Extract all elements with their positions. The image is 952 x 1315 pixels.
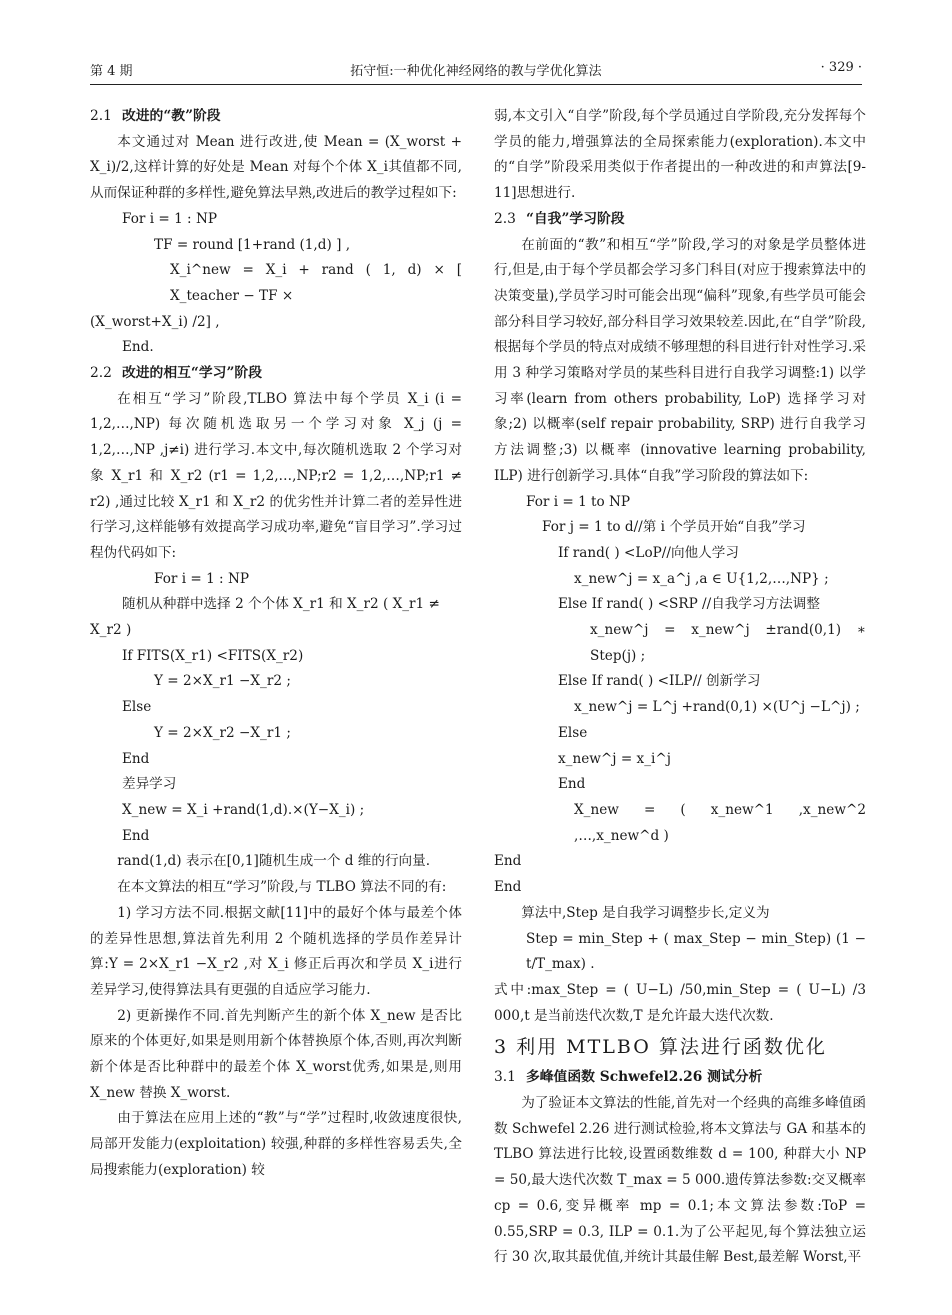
pseudocode-line: End (494, 853, 522, 870)
pseudocode-line: End (122, 827, 150, 844)
pseudocode-line: End. (122, 339, 154, 356)
section-heading (494, 1065, 866, 1091)
section-title: 多峰值函数 Schwefel2.26 测试分析 (525, 1069, 763, 1086)
pseudocode-line: End (122, 750, 150, 767)
body-paragraph: 本文通过对 Mean 进行改进,使 Mean = (X_worst + X_i)/2,这样计算的好处是 Mean 对每个个体 X_i其值都不同,从而保证种群的多样性,避免算法早熟,改进后的教学过程如下: (90, 133, 462, 202)
chapter-heading: 3 利用 MTLBO 算法进行函数优化 (494, 1036, 827, 1059)
pseudocode-line: X_r2 ) (90, 622, 132, 639)
body-paragraph: 1) 学习方法不同.根据文献[11]中的最好个体与最差个体的差异性思想,算法首先利用 2 个随机选择的学员作差异计算:Y = 2×X_r1 −X_r2 ,对 X_i 修正后再次和学员 X_i进行差异学习,使得算法具有更强的自适应学习能力. (90, 904, 462, 998)
pseudocode-line: X_new = X_i +rand(1,d).×(Y−X_i) ; (122, 801, 365, 818)
pseudocode-line: For i = 1 to NP (526, 493, 631, 510)
pseudocode-line: 随机从种群中选择 2 个个体 X_r1 和 X_r2 ( X_r1 ≠ (122, 596, 440, 613)
pseudocode-line: 弱,本文引入“自学”阶段,每个学员通过自学阶段,充分发挥每个学员的能力,增强算法的全局探索能力(exploration).本文中的“自学”阶段采用类似于作者提出的一种改进的和声算法[9-11]思想进行. (494, 108, 866, 202)
section-title: 改进的相互“学习”阶段 (121, 365, 262, 382)
running-title: 拓守恒:一种优化神经网络的教与学优化算法 (350, 64, 602, 79)
left-column (90, 104, 467, 1184)
body-paragraph: 2) 更新操作不同.首先判断产生的新个体 X_new 是否比原来的个体更好,如果是则用新个体替换原个体,否则,再次判断新个体是否比种群中的最差个体 X_worst优秀,如果是,则用 X_new 替换 X_worst. (90, 1007, 462, 1101)
pseudocode-line: X_new = ( x_new^1 ,x_new^2 ,…,x_new^d ) (574, 801, 871, 844)
pseudocode-line: 式中:max_Step = ( U−L) /50,min_Step = ( U−L) /3 000,t 是当前迭代次数,T 是允许最大迭代次数. (494, 981, 871, 1024)
pseudocode-line: x_new^j = x_i^j (558, 750, 671, 767)
pseudocode-line: Else If rand( ) <ILP// 创新学习 (558, 673, 761, 690)
pseudocode-line: For i = 1 : NP (154, 570, 249, 587)
body-paragraph: rand(1,d) 表示在[0,1]随机生成一个 d 维的行向量. (117, 853, 431, 870)
pseudocode-line: X_i^new = X_i + rand ( 1, d) × [ X_teacher − TF × (170, 262, 467, 304)
body-paragraph: 在相互“学习”阶段,TLBO 算法中每个学员 X_i (i = 1,2,…,NP) 每次随机选取另一个学习对象 X_j (j = 1,2,…,NP ,j≠i) 进行学习.本文中,每次随机选取 2 个学习对象 X_r1 和 X_r2 (r1 = 1,2,…,NP;r2 = 1,2,…,NP;r1 ≠ r2) ,通过比较 X_r1 和 X_r2 的优劣性并计算二者的差异性进行学习,这样能够有效提高学习成功率,避免“盲目学习”.学习过程伪代码如下: (90, 390, 462, 561)
section-number: 2.1 (90, 108, 112, 124)
pseudocode-line: x_new^j = x_a^j ,a ∈ U{1,2,…,NP} ; (574, 570, 829, 587)
section-number: 2.2 (90, 365, 112, 382)
right-column (494, 104, 871, 1271)
page-number: · 329 · (820, 60, 862, 75)
pseudocode-line: End (558, 776, 586, 793)
section-title: “自我”学习阶段 (525, 210, 625, 227)
section-heading (90, 104, 462, 130)
running-header (90, 60, 862, 85)
pseudocode-line: (X_worst+X_i) /2] , (90, 313, 220, 330)
pseudocode-line: If FITS(X_r1) <FITS(X_r2) (122, 647, 304, 664)
pseudocode-line: TF = round [1+rand (1,d) ] , (154, 236, 351, 253)
pseudocode-line: For j = 1 to d//第 i 个学员开始“自我”学习 (542, 519, 806, 536)
pseudocode-line: For i = 1 : NP (122, 210, 217, 227)
pseudocode-line: Else If rand( ) <SRP //自我学习方法调整 (558, 596, 820, 613)
section-number: 3.1 (494, 1069, 516, 1086)
pseudocode-line: x_new^j = L^j +rand(0,1) ×(U^j −L^j) ; (574, 699, 860, 716)
section-heading (494, 207, 866, 233)
pseudocode-line: Else (122, 699, 152, 716)
body-paragraph: 为了验证本文算法的性能,首先对一个经典的高维多峰值函数 Schwefel 2.26 进行测试检验,将本文算法与 GA 和基本的 TLBO 算法进行比较,设置函数维数 d = 100, 种群大小 NP = 50,最大迭代次数 T_max = 5 000.遗传算法参数:交叉概率 cp = 0.6,变异概率 mp = 0.1;本文算法参数:ToP = 0.55,SRP = 0.3, ILP = 0.1.为了公平起见,每个算法独立运行 30 次,取其最优值,并统计其最佳解 Best,最差解 Worst,平 (494, 1095, 866, 1266)
pseudocode-line: End (494, 879, 522, 896)
pseudocode-line: Y = 2×X_r2 −X_r1 ; (154, 724, 291, 741)
pseudocode-line: x_new^j = x_new^j ±rand(0,1) ∗ Step(j) ; (590, 622, 871, 664)
pseudocode-line: If rand( ) <LoP//向他人学习 (558, 544, 739, 561)
body-paragraph: 在本文算法的相互“学习”阶段,与 TLBO 算法不同的有: (117, 879, 447, 896)
issue-number: 第 4 期 (90, 64, 133, 79)
body-paragraph: 由于算法在应用上述的“教”与“学”过程时,收敛速度很快,局部开发能力(exploitation) 较强,种群的多样性容易丢失,全局搜索能力(exploration) 较 (90, 1110, 462, 1178)
pseudocode-line: Step = min_Step + ( max_Step − min_Step) (1 − t/T_max) . (526, 930, 871, 973)
pseudocode-line: Y = 2×X_r1 −X_r2 ; (154, 673, 291, 690)
section-title: 改进的“教”阶段 (121, 108, 221, 124)
body-paragraph: 在前面的“教”和相互“学”阶段,学习的对象是学员整体进行,但是,由于每个学员都会学习多门科目(对应于搜索算法中的决策变量),学员学习时可能会出现“偏科”现象,有些学员可能会部分科目学习较好,部分科目学习效果较差.因此,在“自学”阶段,根据每个学员的特点对成绩不够理想的科目进行针对性学习.采用 3 种学习策略对学员的某些科目进行自我学习调整:1) 以学习率(learn from others probability, LoP) 选择学习对象;2) 以概率(self repair probability, SRP) 进行自我学习方法调整;3) 以概率 (innovative learning probability, ILP) 进行创新学习.具体“自我”学习阶段的算法如下: (494, 236, 866, 484)
pseudocode-line: 差异学习 (122, 776, 177, 793)
section-heading (90, 361, 462, 387)
section-number: 2.3 (494, 210, 516, 227)
body-paragraph: 算法中,Step 是自我学习调整步长,定义为 (521, 904, 770, 921)
pseudocode-line: Else (558, 724, 588, 741)
